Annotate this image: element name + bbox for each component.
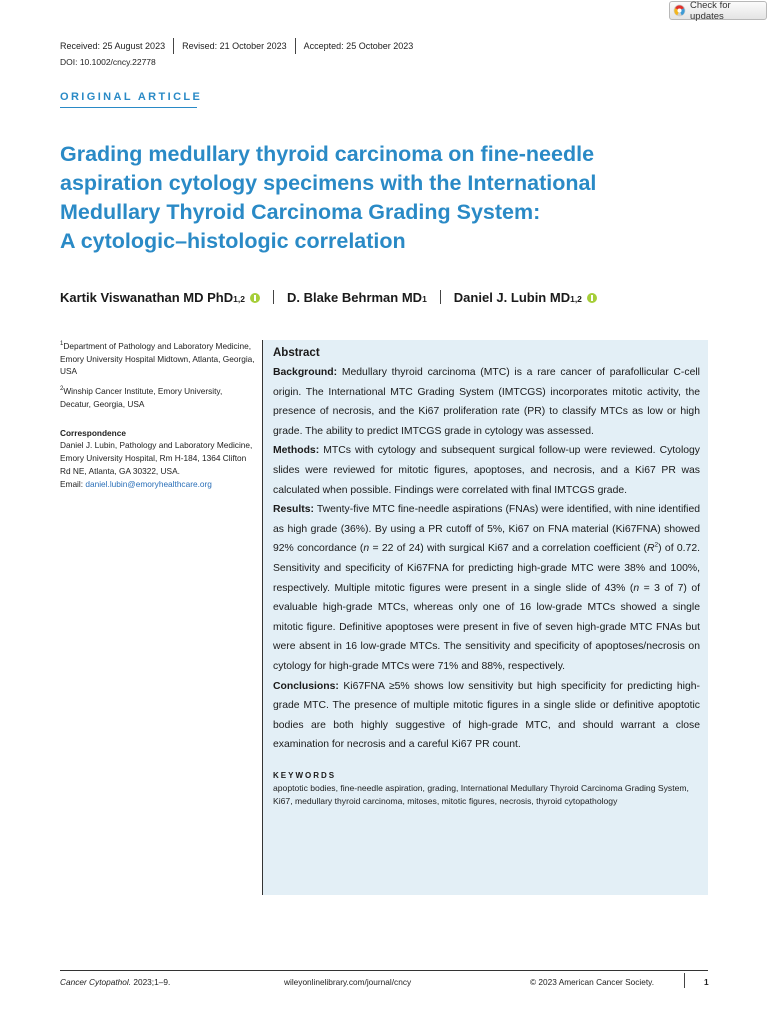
check-for-updates-label: Check for updates [690,0,731,22]
author-name: Daniel J. Lubin MD [453,290,571,305]
journal-url[interactable]: wileyonlinelibrary.com/journal/cncy [284,977,412,987]
abstract-background: Background: Medullary thyroid carcinoma (MTC) is a rare cancer of parafollicular C-cell origin. The International MTC Grading System (IMTCGS) incorporates mitotic activity, the presence of necrosis, and the Ki67 proliferation rate (PR) to classify MTCs as low or high grade. The ability to predict IMTCGS grade in cytology was assessed. [273,367,700,437]
footer-divider [684,973,685,988]
correspondence-heading: Correspondence [60,427,126,438]
email-link[interactable]: daniel.lubin@emoryhealthcare.org [85,478,212,489]
orcid-icon[interactable] [587,293,597,303]
author-affiliation-sup: 1,2 [570,294,582,304]
author-divider [273,290,274,304]
publication-dates [60,38,421,54]
journal-citation: Cancer Cytopathol. 2023;1–9. [60,977,171,987]
correspondence-email: Email: daniel.lubin@emoryhealthcare.org [60,478,212,489]
page-number: 1 [704,977,709,987]
revised-date: Revised: 21 October 2023 [182,41,287,51]
crossmark-icon [673,4,686,17]
abstract-body [273,363,700,755]
article-title [60,140,700,256]
doi: DOI: 10.1002/cncy.22778 [60,57,156,67]
abstract-results: Results: Twenty-five MTC fine-needle aspirations (FNAs) were identified, with nine identified as high grade (36%). By using a PR cutoff of 5%, Ki67 on FNA material (Ki67FNA) showed 92% concordance (n = 22 of 24) with surgical Ki67 and a correlation coefficient $(R^2)$ of 0.72. Sensitivity and specificity of Ki67FNA for predicting high-grade MTC were 38% and 100%, respectively. Multiple mitotic figures were present in a single slide of 43% (n = 3 of 7) of evaluable high-grade MTCs, whereas only one of 16 low-grade MTCs showed a single mitotic figure. Definitive apoptoses were present in five of seven high-grade MTC FNAs but were absent in 16 low-grade MTCs. The sensitivity and specificity of apoptoses/necrosis on cytology for high-grade MTCs were 71% and 88%, respectively. [273,504,701,672]
author-affiliation-sup: 1 [422,294,427,304]
author-name: Kartik Viswanathan MD PhD [60,290,234,305]
correspondence-address: Daniel J. Lubin, Pathology and Laboratory Medicine, Emory University Hospital, Rm H-184, 1364 Clifton Rd NE, Atlanta, GA 30322, USA. [60,440,253,476]
abstract-box [263,340,708,895]
abstract-conclusions: Conclusions: Ki67FNA ≥5% shows low sensitivity but high specificity for predicting high-grade MTC. The presence of multiple mitotic figures in a single slide or definitive apoptotic bodies are both highly suggestive of high-grade MTC, and should warrant a close examination for necrosis and a careful Ki67 PR count. [273,680,700,751]
affiliation: $^2$Winship Cancer Institute, Emory University, Decatur, Georgia, USA [60,385,223,409]
author-name: D. Blake Behrman MD [286,290,423,305]
abstract-heading: Abstract [273,347,320,359]
article-type: ORIGINAL ARTICLE [60,91,203,103]
title-line: Medullary Thyroid Carcinoma Grading System: [60,200,541,224]
footer-rule [60,970,708,971]
author-divider [440,290,441,304]
received-date: Received: 25 August 2023 [60,41,166,51]
author-affiliation-sup: 1,2 [233,294,245,304]
affiliation: $^1$Department of Pathology and Laboratory Medicine, Emory University Hospital Midtown, Atlanta, Georgia, USA [60,340,255,377]
copyright: © 2023 American Cancer Society. [530,977,655,987]
title-line: A cytologic–histologic correlation [60,229,406,253]
title-line: Grading medullary thyroid carcinoma on fine-needle [60,142,595,166]
keywords-heading: KEYWORDS [273,770,337,780]
keywords-list: apoptotic bodies, fine-needle aspiration, grading, International Medullary Thyroid Carcinoma Grading System, Ki67, medullary thyroid carcinoma, mitoses, mitotic figures, necrosis, thyroid cytopathology [273,782,689,806]
title-line: aspiration cytology specimens with the International [60,171,597,195]
article-type-underline [60,107,197,108]
author-list [60,288,597,305]
abstract-methods: Methods: MTCs with cytology and subsequent surgical follow-up were reviewed. Cytology slides were reviewed for mitotic figures, apoptoses, and necrosis, and a Ki67 PR was calculated when possible. Findings were correlated with final IMTCGS grade. [273,445,701,496]
check-for-updates-button[interactable] [669,1,767,20]
accepted-date: Accepted: 25 October 2023 [303,41,414,51]
affiliations-column [60,338,255,491]
orcid-icon[interactable] [250,293,260,303]
